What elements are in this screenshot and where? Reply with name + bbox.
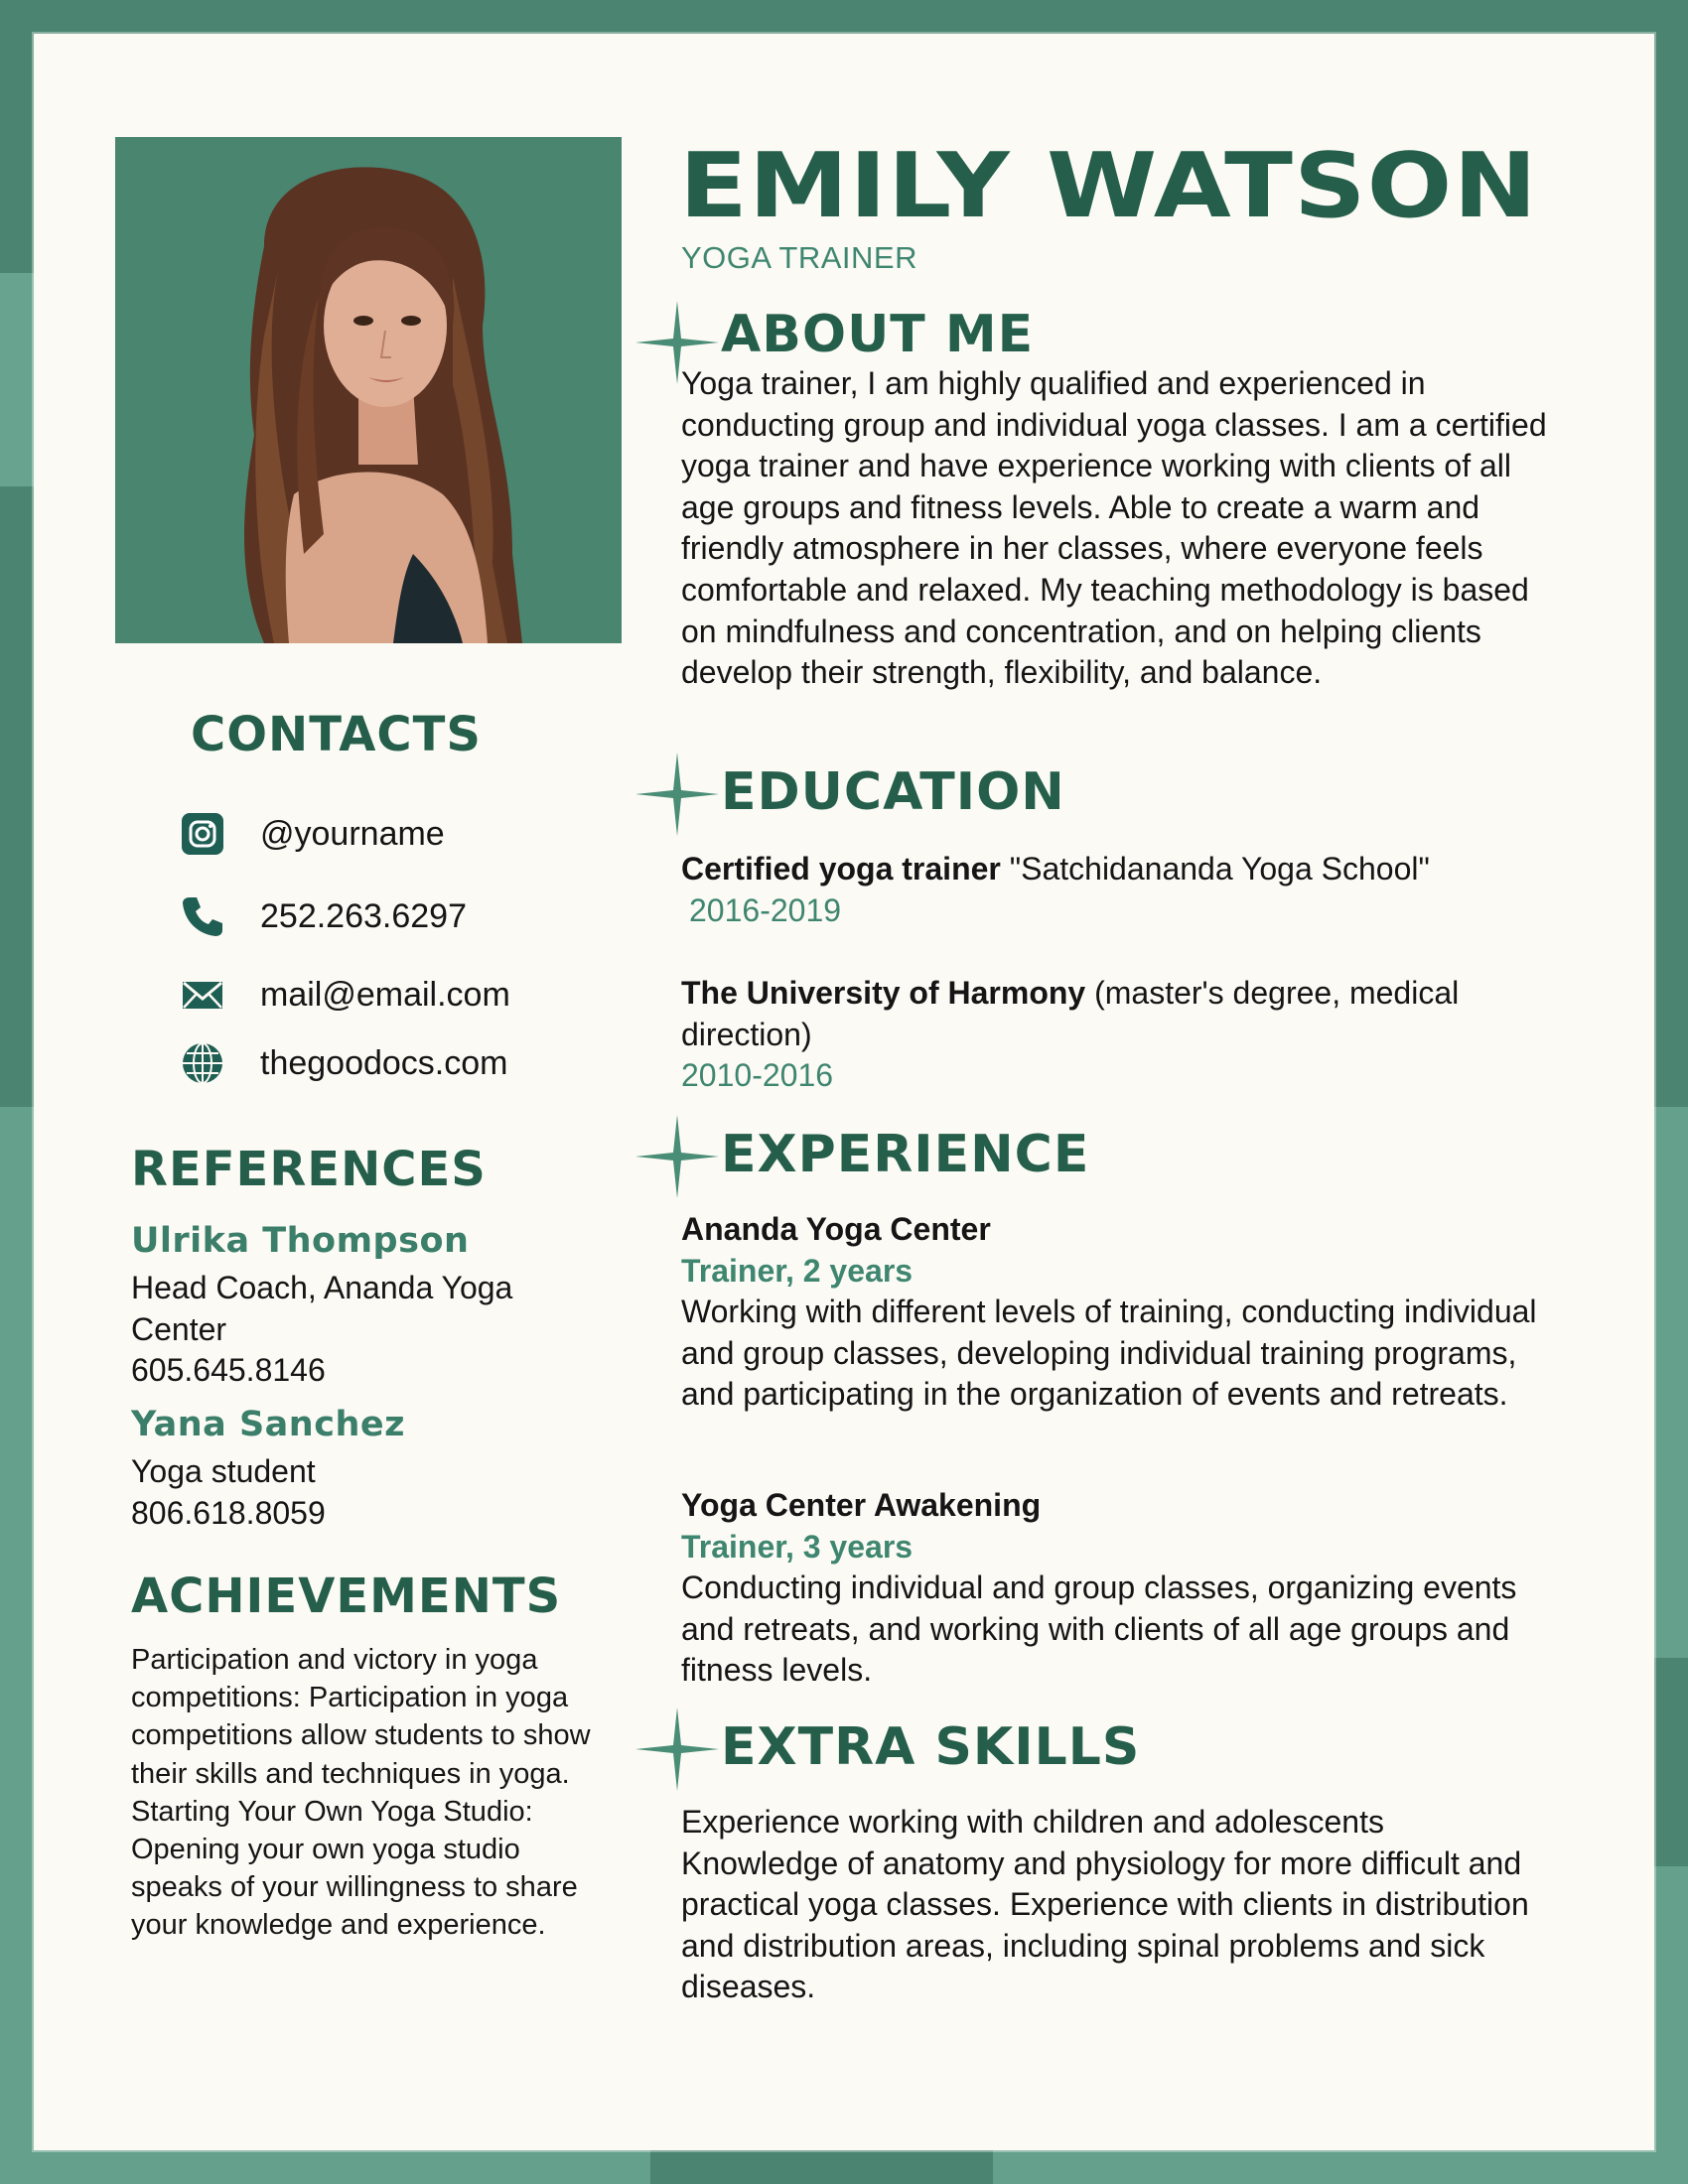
portrait-illustration <box>115 137 622 643</box>
instagram-icon <box>179 810 226 858</box>
achievements-title: ACHIEVEMENTS <box>131 1569 562 1624</box>
extra-skills-title: EXTRA SKILLS <box>721 1717 1141 1777</box>
about-text: Yoga trainer, I am highly qualified and experienced in conducting group and individual yoga classes. I am a certified yoga trainer and have experience working with clients of all age groups and fitness levels. Able to create a warm and friendly atmosphere in her classes, where everyone feels comfortable and relaxed. My teaching methodology is based on mindfulness and concentration, and on helping clients develop their strength, flexibility, and balance. <box>681 365 1547 691</box>
experience-company: Yoga Center Awakening <box>681 1487 1042 1523</box>
experience-title: EXPERIENCE <box>721 1125 1090 1184</box>
contact-text: 252.263.6297 <box>260 896 467 935</box>
education-degree: The University of Harmony <box>681 975 1086 1011</box>
experience-description: Conducting individual and group classes, organizing events and retreats, and working with clients of all age groups and fitness levels. <box>681 1570 1517 1689</box>
border-block <box>0 273 34 486</box>
education-years: 2016-2019 <box>689 891 842 928</box>
reference-details <box>131 1451 588 1534</box>
contact-text: thegoodocs.com <box>260 1043 508 1082</box>
contact-instagram[interactable] <box>179 809 445 859</box>
education-school: (master's degree, medical direction) <box>681 975 1460 1052</box>
contact-website[interactable] <box>179 1038 508 1088</box>
extra-skills-text: Experience working with children and adolescents Knowledge of anatomy and physiology for more difficult and practical yoga classes. Experience with clients in distribution and distribution areas, including spinal problems and sick diseases. <box>681 1804 1529 2005</box>
phone-icon <box>179 892 226 940</box>
reference-name: Yana Sanchez <box>131 1405 405 1444</box>
contact-email[interactable] <box>179 970 510 1020</box>
about-title: ABOUT ME <box>721 305 1035 364</box>
border-block <box>1654 1107 1688 1658</box>
experience-position: Trainer, 3 years <box>681 1528 914 1565</box>
contact-text: @yourname <box>260 814 445 853</box>
sparkle-icon <box>635 752 719 836</box>
reference-role: Yoga student <box>131 1453 316 1489</box>
education-school: "Satchidananda Yoga School" <box>1000 851 1430 887</box>
border-block <box>0 1107 34 2184</box>
reference-phone: 806.618.8059 <box>131 1494 326 1531</box>
experience-position: Trainer, 2 years <box>681 1252 914 1289</box>
reference-name: Ulrika Thompson <box>131 1221 470 1261</box>
contact-phone[interactable] <box>179 891 467 941</box>
reference-phone: 605.645.8146 <box>131 1352 326 1389</box>
border-block <box>0 0 1688 34</box>
experience-item <box>681 1485 1555 1692</box>
globe-icon <box>179 1039 226 1087</box>
reference-role: Head Coach, Ananda Yoga Center <box>131 1270 513 1347</box>
mail-icon <box>179 971 226 1019</box>
sparkle-icon <box>635 1115 719 1198</box>
education-title: EDUCATION <box>721 762 1065 822</box>
education-item <box>681 973 1525 1097</box>
references-title: REFERENCES <box>131 1142 487 1197</box>
border-block <box>1654 1866 1688 2184</box>
achievements-text <box>131 1641 618 1945</box>
border-block <box>650 2150 993 2184</box>
experience-description: Working with different levels of training, conducting individual and group classes, developing individual training programs, and participating in the organization of events and retreats. <box>681 1294 1537 1413</box>
sparkle-icon <box>635 1707 719 1791</box>
profile-photo <box>115 137 622 643</box>
achievement-item: Starting Your Own Yoga Studio: Opening your own yoga studio speaks of your willingness to share your knowledge and experience. <box>131 1795 578 1942</box>
job-title: YOGA TRAINER <box>681 240 917 275</box>
education-item <box>681 849 1555 931</box>
education-degree: Certified yoga trainer <box>681 851 1001 887</box>
reference-details <box>131 1268 548 1392</box>
education-years: 2010-2016 <box>681 1057 834 1094</box>
experience-company: Ananda Yoga Center <box>681 1211 991 1247</box>
contact-text: mail@email.com <box>260 975 510 1014</box>
candidate-name: EMILY WATSON <box>679 134 1538 238</box>
achievement-item: Participation and victory in yoga competitions: Participation in yoga competitions allow students to show their skills and techniques in yoga. <box>131 1644 591 1790</box>
contacts-title: CONTACTS <box>191 707 482 762</box>
experience-item <box>681 1209 1555 1416</box>
